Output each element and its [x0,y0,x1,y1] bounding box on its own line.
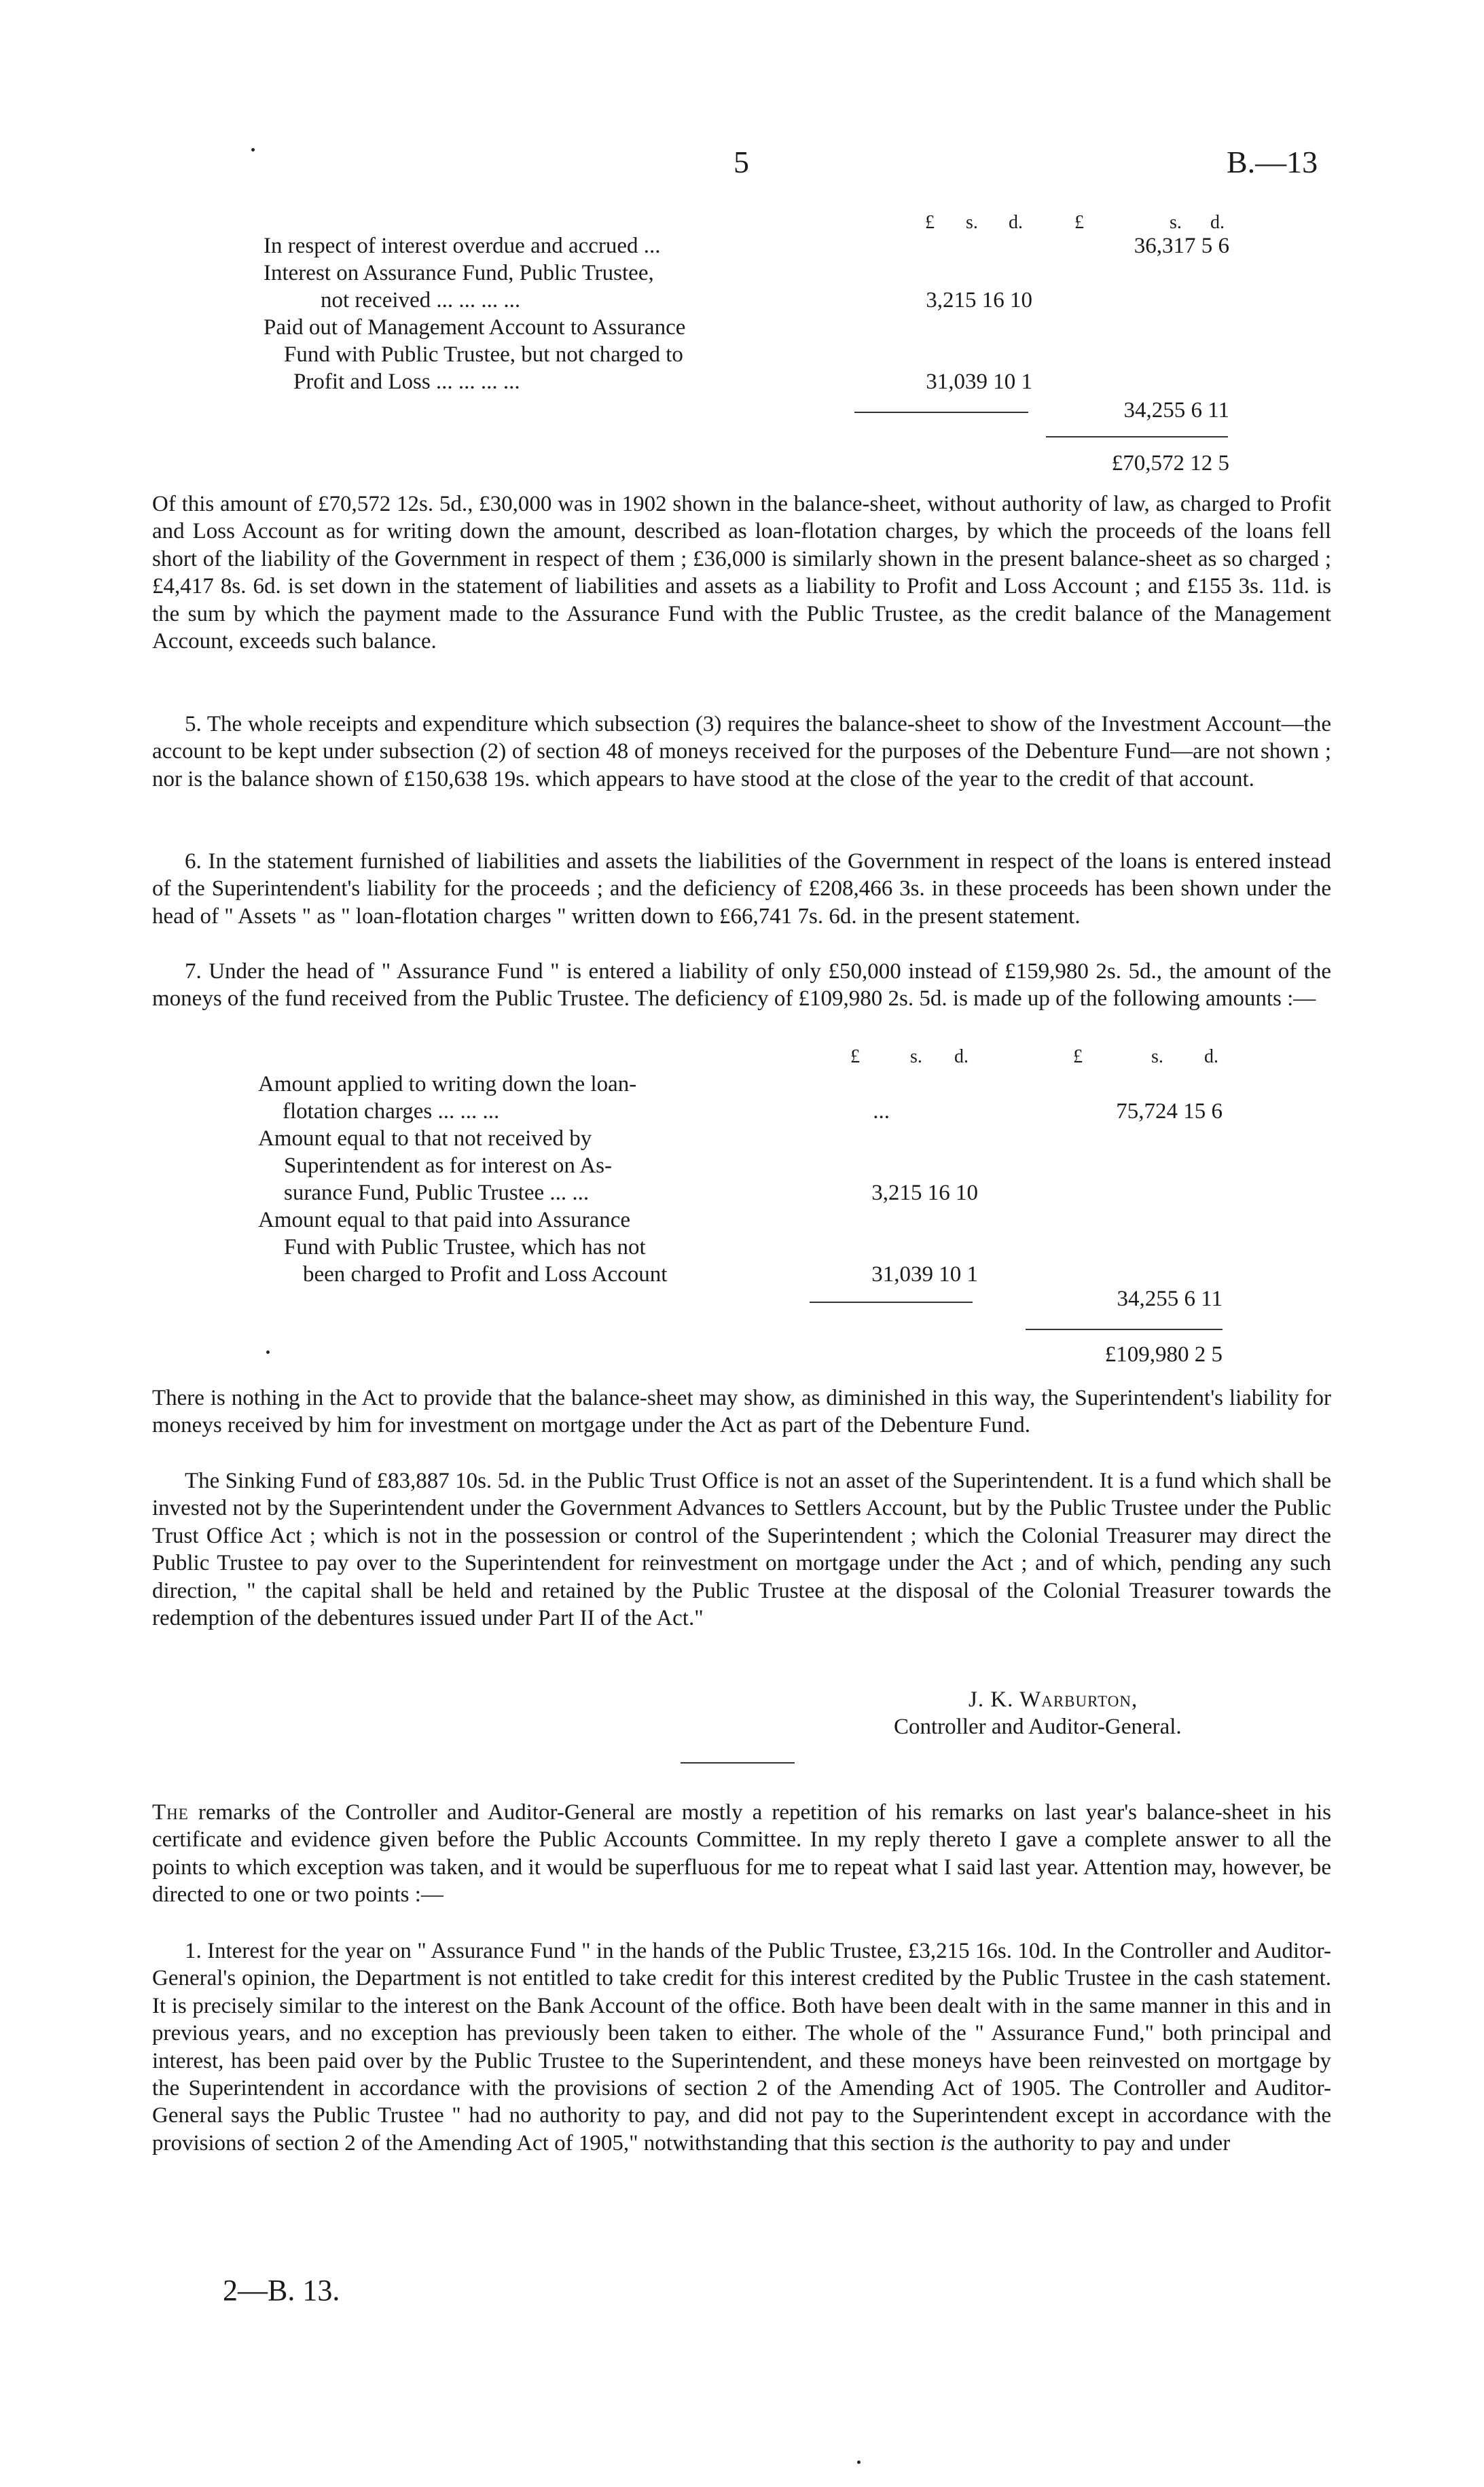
paragraph-reply: The remarks of the Controller and Auditor-General are mostly a repetition of his remarks on last year's balance-sheet in his certificate and evidence given before the Public Accounts Committee. In my reply thereto I gave a complete answer to all the points to which exception was taken, and it would be superfluous for me to repeat what I said last year. Attention may, however, be directed to one or two points :— [152,1800,1331,1908]
table-row-label: Amount applied to writing down the loan- [258,1072,637,1096]
table-row-label: not received ... ... ... ... [321,288,521,312]
table-row-amount: 75,724 15 6 [1116,1099,1223,1124]
col-header-pounds: £ [850,1046,860,1067]
table-row-label: Profit and Loss ... ... ... ... [293,370,520,394]
table-row-label: Amount equal to that not received by [258,1126,592,1151]
total: £70,572 12 5 [1111,451,1229,476]
paragraph-7: 7. Under the head of " Assurance Fund " is entered a liability of only £50,000 instead of £159,980 2s. 5d., the amount of the moneys of the fund received from the Public Trustee. The deficiency of £109,980 2s. 5d. is made up of the following amounts :— [152,959,1331,1012]
table-row-label: Fund with Public Trustee, but not charged to [284,342,683,367]
table-row-amount: 31,039 10 1 [926,370,1032,394]
table-row-amount: 36,317 5 6 [1134,234,1229,258]
signatory-title: Controller and Auditor-General. [894,1715,1182,1739]
table-interest-summary [0,212,1484,484]
paragraph-loan-flotation: Of this amount of £70,572 12s. 5d., £30,000 was in 1902 shown in the balance-sheet, without authority of law, as charged to Profit and Loss Account as for writing down the amount, described as loan-flotation charges, by which the proceeds of the loans fell short of the liability of the Government in respect of them ; £36,000 is similarly shown in the present balance-sheet as so charged ; £4,417 8s. 6d. is set down in the statement of liabilities and assets as a liability to Profit and Loss Account ; and £155 3s. 11d. is the sum by which the payment made to the Assurance Fund with the Public Trustee, as the credit balance of the Management Account, exceeds such balance. [152,492,1331,654]
column-rule [1026,1329,1223,1330]
table-row-label: Superintendent as for interest on As- [284,1153,612,1178]
table-row-amount: 3,215 16 10 [871,1181,978,1205]
subtotal: 34,255 6 11 [1117,1287,1223,1311]
table-row-label: surance Fund, Public Trustee ... ... [284,1181,590,1205]
table-deficiency [0,1046,1484,1386]
table-row-label: Amount equal to that paid into Assurance [258,1208,631,1232]
col-header-pounds: £ [1073,1046,1083,1067]
paragraph-reply-point-1: 1. Interest for the year on " Assurance Fund " in the hands of the Public Trustee, £3,215 16s. 10d. In the Controller and Auditor-General's opinion, the Department is not entitled to take credit for this interest credited by the Public Trustee in the cash statement. It is precisely similar to the interest on the Bank Account of the office. Both have been dealt with in the same manner in this and in previous years, and no exception has previously been taken to either. The whole of the " Assurance Fund," both principal and interest, has been paid over by the Public Trustee to the Superintendent, and these moneys have been reinvested on mortgage by the Superintendent in accordance with the provisions of section 2 of the Amending Act of 1905. The Controller and Auditor-General says the Public Trustee " had no authority to pay, and did not pay to the Superintendent except in accordance with the provisions of section 2 of the Amending Act of 1905," notwithstanding that this section is the authority to pay and under [152,1939,1331,2155]
speck [266,1350,270,1354]
paragraph-5: 5. The whole receipts and expenditure which subsection (3) requires the balance-sheet to show of the Investment Account—the account to be kept under subsection (2) of section 48 of moneys received for the purposes of the Debenture Fund—are not shown ; nor is the balance shown of £150,638 19s. which appears to have stood at the close of the year to the credit of that account. [152,712,1331,791]
column-rule [854,412,1028,413]
table-row-amount: 31,039 10 1 [871,1262,978,1287]
col-header-shillings: s. [1151,1046,1163,1067]
table-row-label: flotation charges ... ... ... [283,1099,500,1124]
table-row-label: been charged to Profit and Loss Account [303,1262,668,1287]
column-rule [1046,436,1228,437]
signature-mark: 2—B. 13. [223,2274,340,2307]
col-header-shillings: s. [966,212,978,233]
col-header-pence: d. [1210,212,1225,233]
table-row-label: Fund with Public Trustee, which has not [284,1235,646,1259]
table-row-amount: 3,215 16 10 [926,288,1032,312]
subtotal: 34,255 6 11 [1123,398,1229,423]
paragraph-no-provision: There is nothing in the Act to provide that the balance-sheet may show, as diminished in this way, the Superintendent's liability for moneys received by him for investment on mortgage under the Act as part of the Debenture Fund. [152,1386,1331,1438]
col-header-pounds: £ [1074,212,1084,233]
col-header-pence: d. [954,1046,969,1067]
signatory-name: J. K. Warburton, [969,1687,1138,1712]
total: £109,980 2 5 [1104,1342,1223,1367]
table-row-label: Paid out of Management Account to Assurance [264,315,686,340]
table-row-amount: ... [873,1099,890,1124]
document-reference: B.—13 [1227,145,1318,179]
speck [857,2461,861,2464]
table-row-label: In respect of interest overdue and accrued ... [264,234,661,258]
table-row-label: Interest on Assurance Fund, Public Trustee, [264,261,654,285]
col-header-shillings: s. [910,1046,922,1067]
speck [251,148,255,151]
paragraph-sinking-fund: The Sinking Fund of £83,887 10s. 5d. in the Public Trust Office is not an asset of the Superintendent. It is a fund which shall be invested not by the Superintendent under the Government Advances to Settlers Account, but by the Public Trustee under the Public Trust Office Act ; which is not in the possession or control of the Superintendent ; which the Colonial Treasurer may direct the Public Trustee to pay over to the Superintendent for reinvestment on mortgage under the Act ; and of which, pending any such direction, " the capital shall be held and retained by the Public Trustee at the disposal of the Colonial Treasurer towards the redemption of the debentures issued under Part II of the Act." [152,1469,1331,1631]
col-header-pounds: £ [925,212,935,233]
paragraph-6: 6. In the statement furnished of liabilities and assets the liabilities of the Government in respect of the loans is entered instead of the Superintendent's liability for the proceeds ; and the deficiency of £208,466 3s. in these proceeds has been shown under the head of " Assets " as " loan-flotation charges " written down to £66,741 7s. 6d. in the present statement. [152,849,1331,929]
col-header-pence: d. [1009,212,1023,233]
page-number: 5 [734,145,749,179]
column-rule [810,1302,973,1303]
section-divider [681,1762,795,1764]
col-header-shillings: s. [1170,212,1182,233]
col-header-pence: d. [1204,1046,1218,1067]
